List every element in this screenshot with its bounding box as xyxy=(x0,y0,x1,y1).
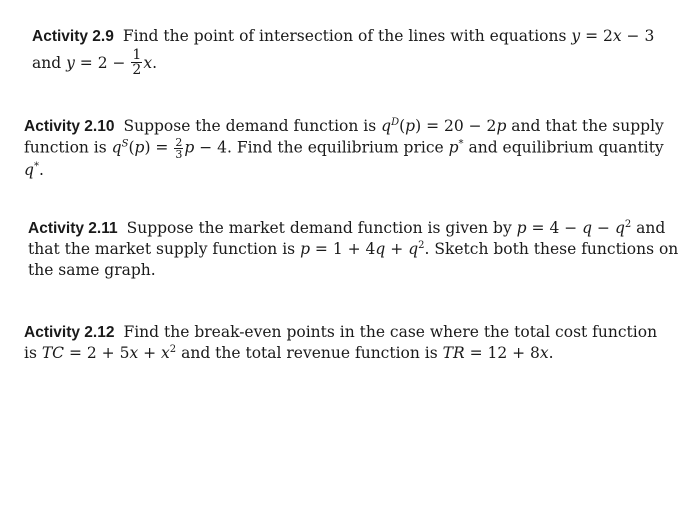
math-superscript: D xyxy=(391,117,400,128)
fraction-two-thirds xyxy=(174,137,183,160)
math-text: = 2 − xyxy=(74,54,131,72)
math-var: x xyxy=(539,344,549,362)
math-var: p xyxy=(448,138,459,157)
activity-2-11-line-2 xyxy=(28,239,678,260)
math-text: ) = xyxy=(144,138,174,157)
activity-2-10 xyxy=(24,116,684,181)
activity-2-11-line-3 xyxy=(28,260,678,281)
activity-text: Suppose the demand function is xyxy=(123,117,382,135)
math-var: p xyxy=(405,117,416,135)
math-superscript: 2 xyxy=(624,219,632,230)
math-text: = 2 xyxy=(580,27,613,45)
math-text: ( xyxy=(128,138,135,157)
math-superscript: 2 xyxy=(418,240,425,251)
activity-text: Suppose the market demand function is given by xyxy=(126,219,517,237)
math-var: x xyxy=(612,27,622,45)
activity-text: . xyxy=(38,161,44,179)
activity-text: Find the point of intersection of the lines with equations xyxy=(122,27,567,45)
math-var: p xyxy=(134,138,145,157)
activity-text: . Sketch both these functions on xyxy=(424,240,679,258)
activity-heading: Activity 2.11 xyxy=(28,220,118,237)
activity-2-10-line-3 xyxy=(24,160,684,181)
math-var: p xyxy=(496,117,507,135)
math-text: − 3 xyxy=(621,27,655,45)
activity-text: that the market supply function is xyxy=(28,240,301,258)
activity-text: the same graph. xyxy=(28,261,156,279)
math-text: = 12 + 8 xyxy=(464,344,540,362)
math-var: p xyxy=(300,240,310,258)
math-text: + xyxy=(138,344,162,362)
activity-text: and equilibrium quantity xyxy=(463,138,664,157)
activity-text: function is xyxy=(24,138,112,157)
math-text: = 4 − xyxy=(526,219,583,237)
activity-2-10-line-1 xyxy=(24,116,684,137)
activity-2-12 xyxy=(24,322,684,364)
math-var: q xyxy=(111,138,122,157)
math-var: x xyxy=(143,54,153,72)
math-superscript: * xyxy=(33,161,39,172)
activity-text: and the total revenue function is xyxy=(176,344,443,362)
activity-text: is xyxy=(24,344,42,362)
math-var: q xyxy=(408,240,419,258)
math-text: + xyxy=(385,240,409,258)
activity-2-9-line-1 xyxy=(32,26,672,47)
activity-2-10-line-2 xyxy=(24,137,684,160)
math-var: TR xyxy=(442,344,465,362)
math-text: − xyxy=(592,219,615,237)
math-var: q xyxy=(375,240,386,258)
activity-2-11-line-1 xyxy=(28,218,678,239)
math-text: = 2 + 5 xyxy=(64,344,130,362)
math-var: TC xyxy=(41,344,65,362)
activity-2-9 xyxy=(32,26,672,77)
math-var: y xyxy=(66,54,75,72)
activity-2-11 xyxy=(28,218,678,281)
math-superscript: * xyxy=(458,138,464,150)
math-var: q xyxy=(381,117,392,135)
activity-heading: Activity 2.12 xyxy=(24,324,115,341)
activity-text: − 4. Find the equilibrium price xyxy=(194,138,449,157)
math-var: q xyxy=(582,219,593,237)
math-var: y xyxy=(571,27,581,45)
fraction-numerator: 1 xyxy=(132,47,142,63)
activity-text: and that the supply xyxy=(506,117,664,135)
math-var: x xyxy=(161,344,170,362)
activity-text: and xyxy=(32,54,62,72)
activity-text: Find the break-even points in the case where the total cost function xyxy=(123,323,658,341)
activity-text: and xyxy=(631,219,666,237)
fraction-one-half xyxy=(131,48,142,77)
activity-heading: Activity 2.9 xyxy=(32,28,114,45)
math-var: q xyxy=(24,161,34,179)
activity-heading: Activity 2.10 xyxy=(24,118,115,135)
activity-2-12-line-1 xyxy=(24,322,684,343)
math-text: ( xyxy=(399,117,406,135)
math-var: p xyxy=(516,219,527,237)
fraction-denominator: 2 xyxy=(132,62,142,78)
math-superscript: 2 xyxy=(169,344,177,355)
math-text: ) = 20 − 2 xyxy=(415,117,497,135)
math-text: . xyxy=(548,344,554,362)
activity-2-9-line-2 xyxy=(32,48,672,77)
math-var: q xyxy=(614,219,625,237)
math-text: = 1 + 4 xyxy=(310,240,376,258)
fraction-denominator: 3 xyxy=(175,148,183,161)
fraction-numerator: 2 xyxy=(175,136,183,149)
activity-2-12-line-2 xyxy=(24,343,684,364)
math-superscript: S xyxy=(121,138,129,150)
math-text: . xyxy=(152,54,158,72)
math-var: p xyxy=(184,138,195,157)
math-var: x xyxy=(129,344,139,362)
